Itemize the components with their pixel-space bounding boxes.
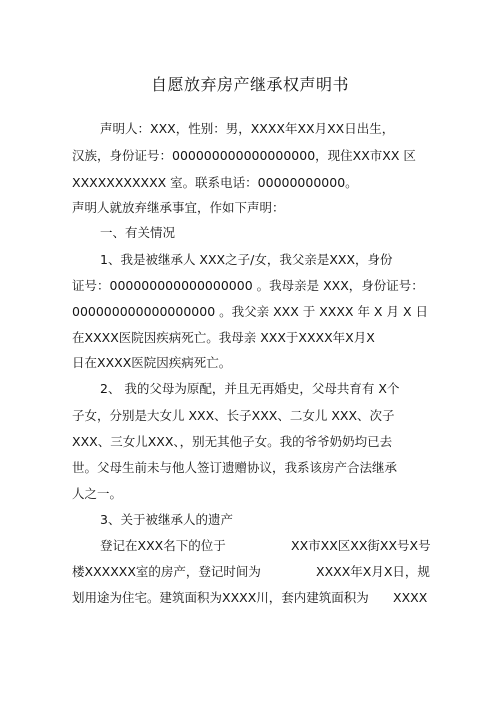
section-heading: 一、有关情况: [100, 225, 176, 240]
paragraph-line: 在XXXX医院因疾病死亡。我母亲 XXX于XXXX年X月X: [72, 330, 375, 345]
document-title: 自愿放弃房产继承权声明书: [150, 75, 349, 94]
paragraph-line: 人之一。: [72, 486, 123, 501]
paragraph-line: 汉族，身份证号：000000000000000000，现住XX市XX 区: [72, 148, 416, 163]
paragraph-line: XX市XX区XX街XX号X号: [291, 538, 431, 553]
paragraph-line: 声明人就放弃继承事宜，作如下声明：: [72, 200, 285, 215]
paragraph-line: 划用途为住宅。建筑面积为XXXX川，套内建筑面积为: [72, 590, 369, 605]
paragraph-line: 2、 我的父母为原配，并且无再婚史，父母共育有 X个: [100, 381, 400, 396]
paragraph-line: 世。父母生前未与他人签订遗赠协议，我系该房产合法继承: [72, 460, 398, 475]
paragraph-line: 登记在XXX名下的位于: [100, 538, 226, 553]
paragraph-line: 证号：000000000000000000 。我母亲是 XXX，身份证号：: [72, 278, 424, 293]
paragraph-line: 1、我是被继承人 XXX之子/女，我父亲是XXX，身份: [100, 252, 393, 267]
paragraph-line: 楼XXXXXX室的房产，登记时间为: [72, 564, 261, 579]
paragraph-line: XXX、三女儿XXX、，别无其他子女。我的爷爷奶奶均已去: [72, 434, 393, 449]
paragraph-line: XXXX年X月X日，规: [316, 564, 430, 579]
paragraph-line: 声明人：XXX，性别：男，XXXX年XX月XX日出生，: [100, 121, 395, 136]
paragraph-line: 日在XXXX医院因疾病死亡。: [72, 355, 232, 370]
paragraph-line: 子女，分别是大女儿 XXX、长子XXX、二女儿 XXX、次子: [72, 408, 395, 423]
paragraph-line: XXXXXXXXXXX 室。联系电话：00000000000。: [72, 175, 358, 190]
section-heading: 3、关于被继承人的遗产: [100, 512, 233, 527]
paragraph-line: 000000000000000000 。我父亲 XXX 于 XXXX 年 X 月 X 日: [72, 304, 428, 319]
paragraph-line: XXXX: [393, 590, 428, 605]
